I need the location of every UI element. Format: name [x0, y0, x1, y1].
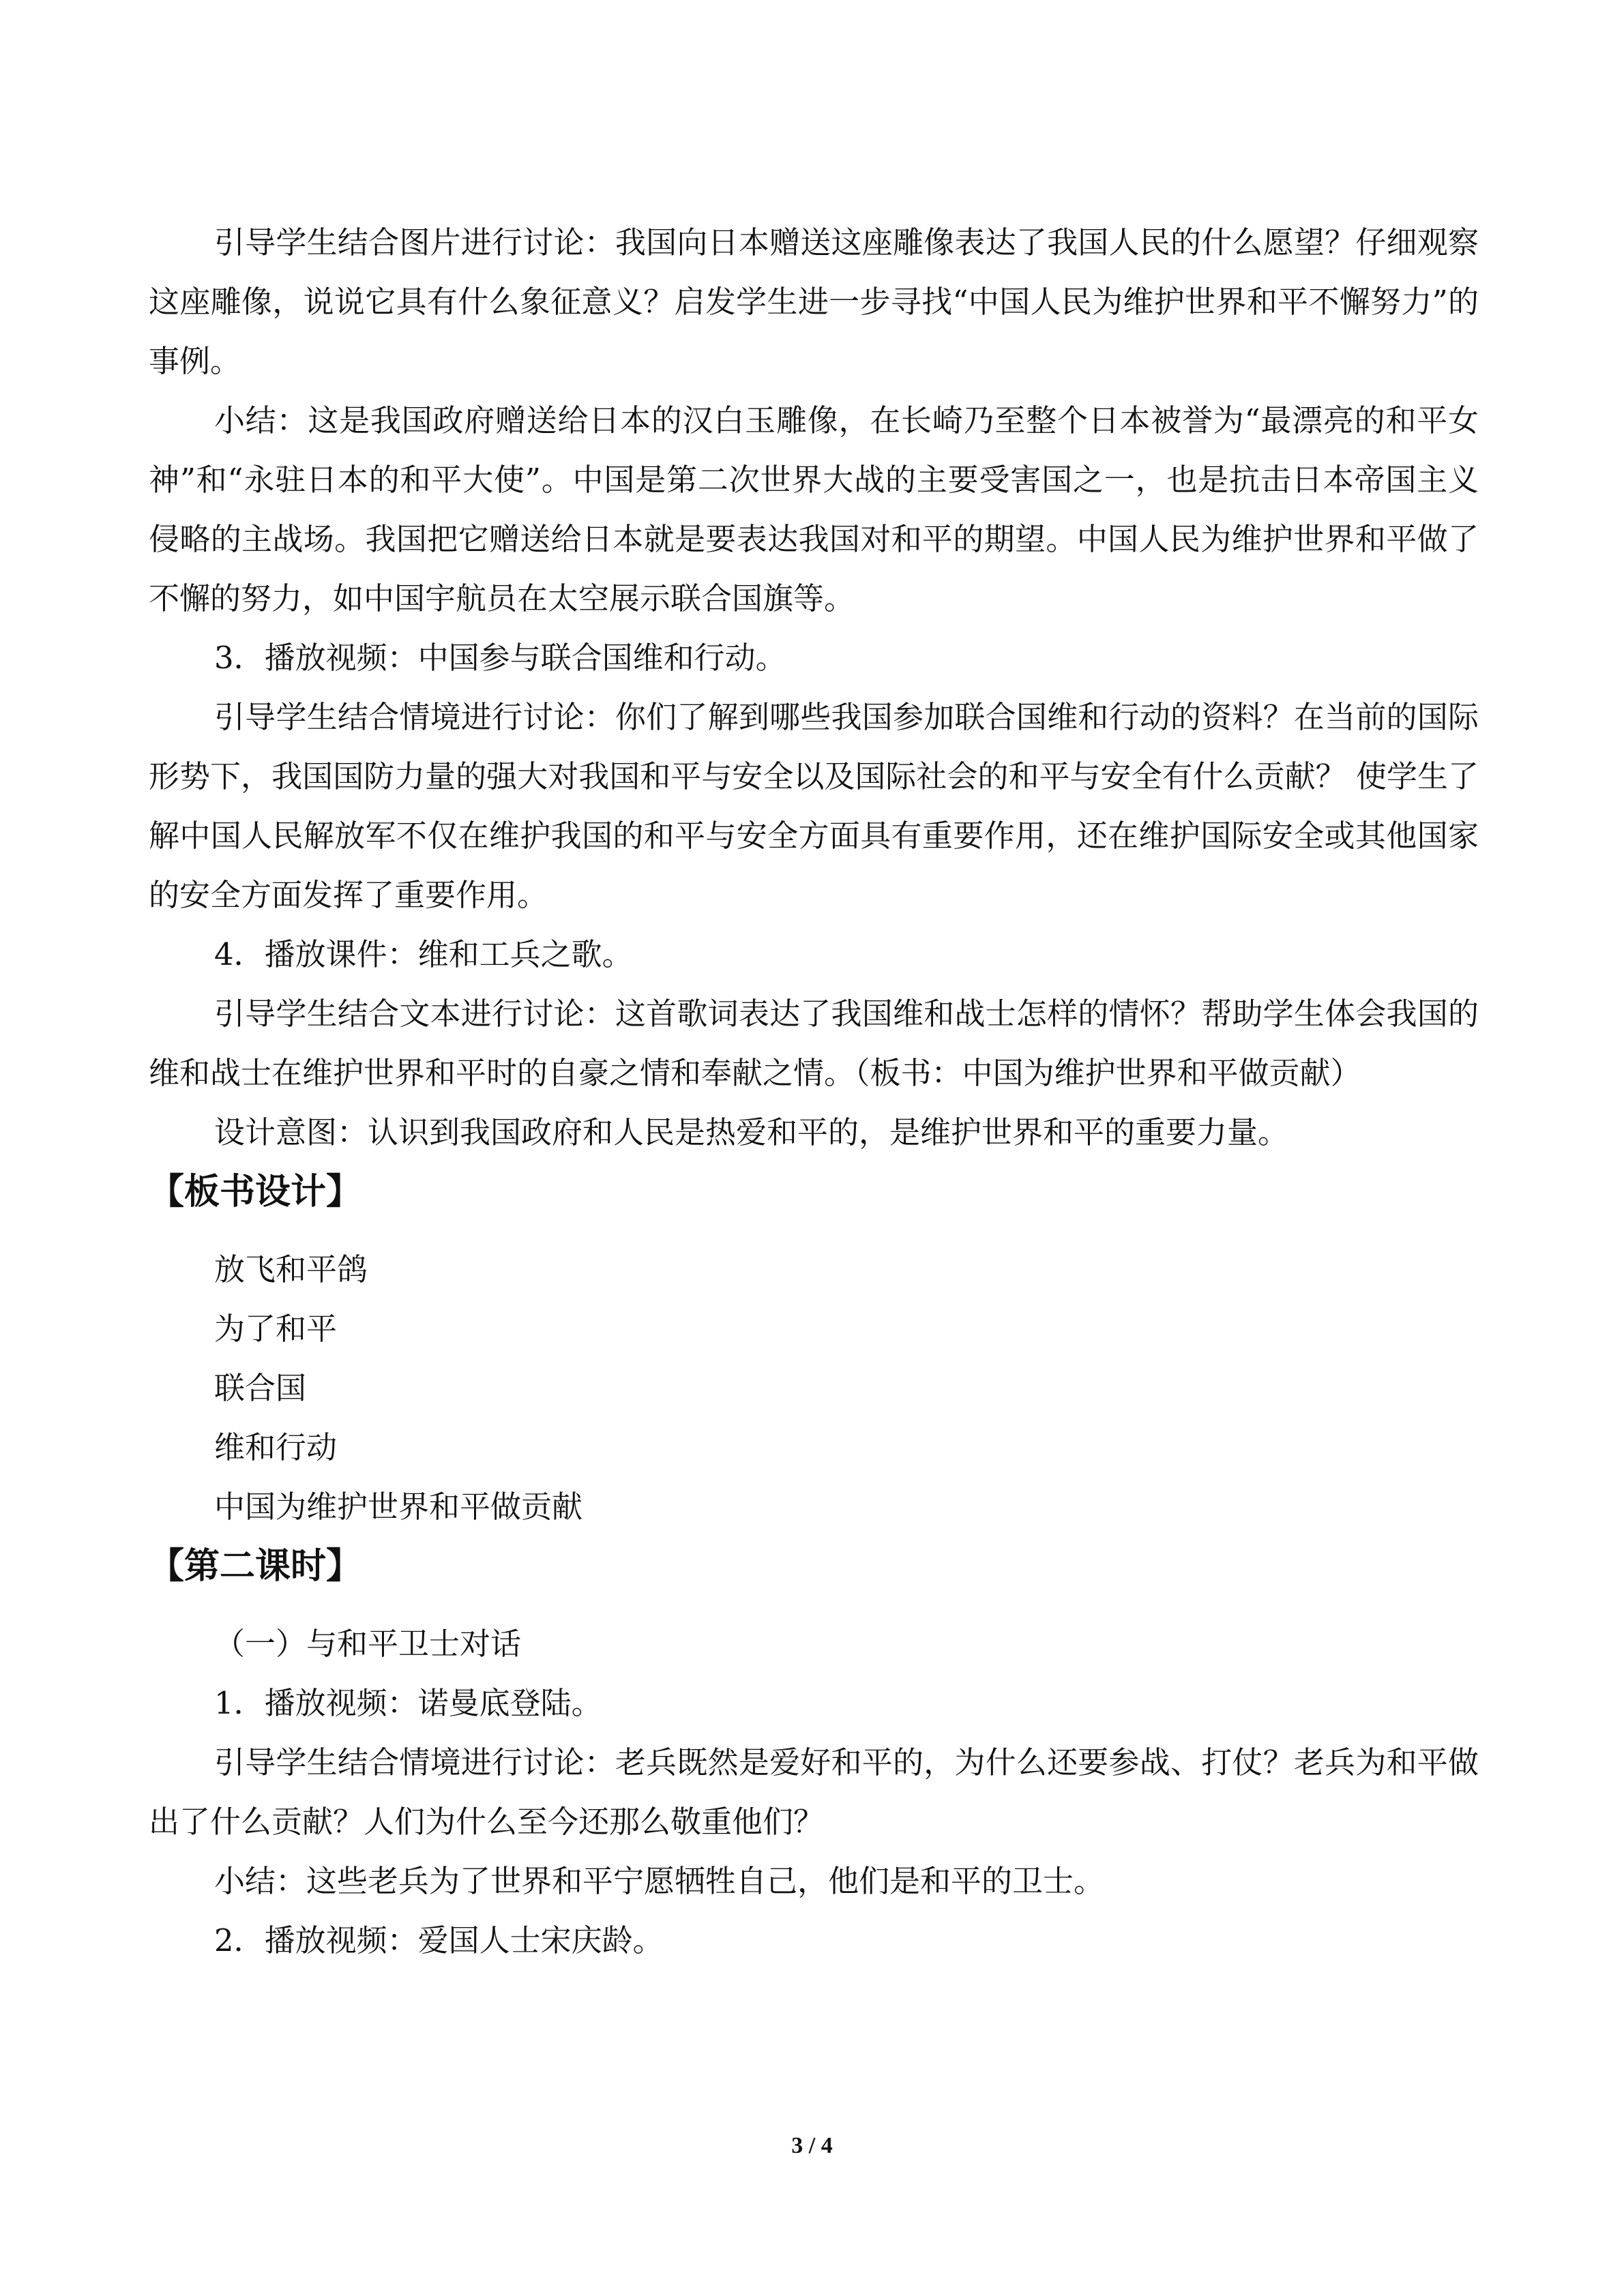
section-heading-board-design: 【板书设计】 — [149, 1172, 362, 1212]
board-item: 维和行动 — [214, 1429, 338, 1465]
board-item: 联合国 — [214, 1370, 307, 1406]
paragraph: 小结：这些老兵为了世界和平宁愿牺牲自己，他们是和平的卫士。 — [214, 1863, 1105, 1899]
paragraph: （一）与和平卫士对话 — [214, 1626, 522, 1662]
page-content — [149, 213, 1479, 1970]
page-number: 3 / 4 — [791, 2133, 833, 2158]
paragraph: 引导学生结合图片进行讨论：我国向日本赠送这座雕像表达了我国人民的什么愿望？仔细观察这座雕像，说说它具有什么象征意义？启发学生进一步寻找“中国人民为维护世界和平不懈努力”的事例。 — [149, 224, 1479, 379]
paragraph: 1．播放视频：诺曼底登陆。 — [214, 1685, 602, 1721]
board-item: 放飞和平鸽 — [214, 1251, 368, 1287]
section-heading-lesson-two: 【第二课时】 — [149, 1546, 362, 1587]
paragraph: 2．播放视频：爱国人士宋庆龄。 — [214, 1922, 664, 1958]
board-item: 为了和平 — [214, 1311, 338, 1347]
paragraph: 小结：这是我国政府赠送给日本的汉白玉雕像，在长崎乃至整个日本被誉为“最漂亮的和平女神”和“永驻日本的和平大使”。中国是第二次世界大战的主要受害国之一，也是抗击日本帝国主义侵略的主战场。我国把它赠送给日本就是要表达我国对和平的期望。中国人民为维护世界和平做了不懈的努力，如中国宇航员在太空展示联合国旗等。 — [149, 402, 1479, 616]
paragraph: 引导学生结合情境进行讨论：老兵既然是爱好和平的，为什么还要参战、打仗？老兵为和平做出了什么贡献？人们为什么至今还那么敬重他们？ — [149, 1744, 1479, 1840]
paragraph: 设计意图：认识到我国政府和人民是热爱和平的，是维护世界和平的重要力量。 — [214, 1114, 1289, 1150]
paragraph: 3．播放视频：中国参与联合国维和行动。 — [214, 640, 786, 676]
paragraph: 4．播放课件：维和工兵之歌。 — [214, 936, 633, 972]
paragraph: 引导学生结合文本进行讨论：这首歌词表达了我国维和战士怎样的情怀？帮助学生体会我国的维和战士在维护世界和平时的自豪之情和奉献之情。（板书：中国为维护世界和平做贡献） — [149, 996, 1479, 1091]
paragraph: 引导学生结合情境进行讨论：你们了解到哪些我国参加联合国维和行动的资料？在当前的国际形势下，我国国防力量的强大对我国和平与安全以及国际社会的和平与安全有什么贡献？ 使学生了解中国人民解放军不仅在维护我国的和平与安全方面具有重要作用，还在维护国际安全或其他国家的安全方面发挥了重要作用。 — [149, 699, 1479, 913]
board-item: 中国为维护世界和平做贡献 — [214, 1489, 583, 1525]
